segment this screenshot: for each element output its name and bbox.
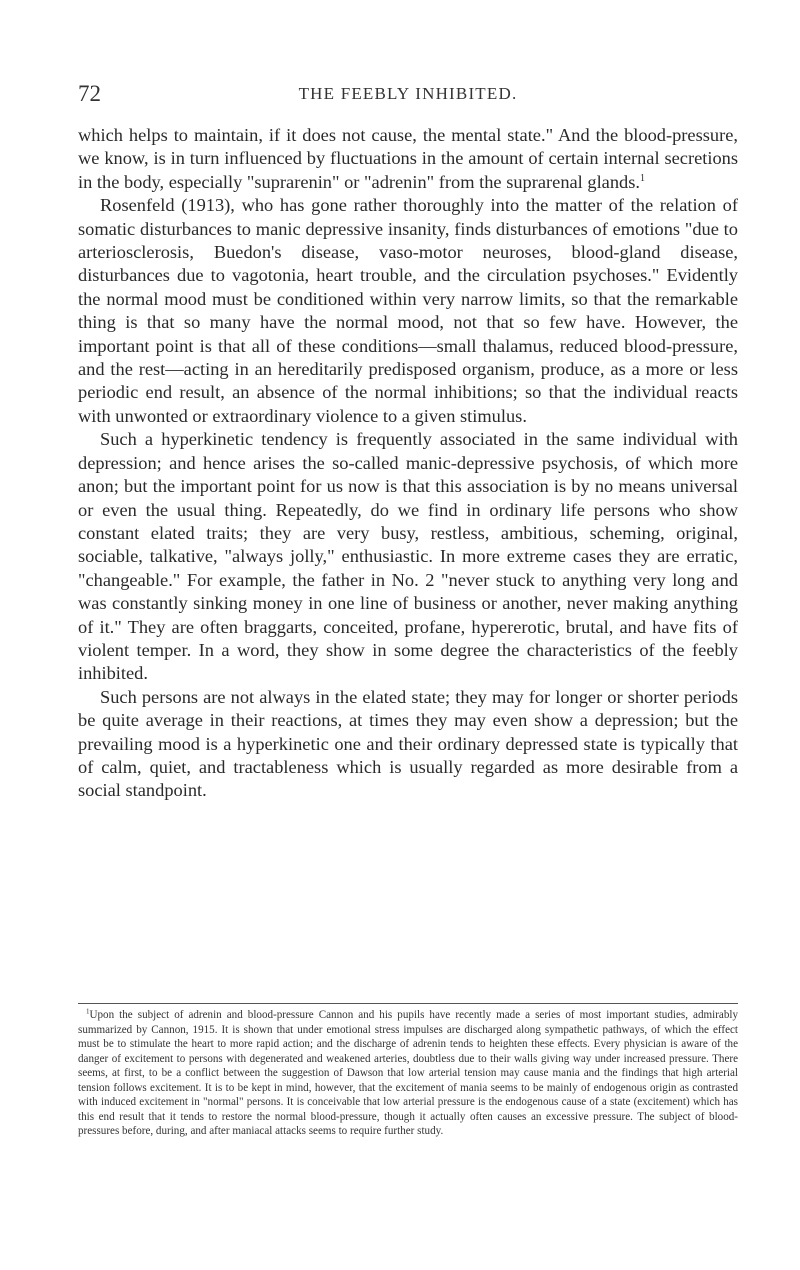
paragraph-text: which helps to maintain, if it does not cause, the mental state." And the blood-pressure, we know, is in turn influenced by fluctuations in the amount of certain internal secretions in the body, especially "suprarenin" or "adrenin" from the suprarenal glands.: [78, 125, 738, 192]
book-page: [78, 0, 738, 1270]
paragraph: Such persons are not always in the elated state; they may for longer or shorter periods be quite average in their reactions, at times they may even show a depression; but the prevailing mood is a hyperkinetic one and their ordinary depressed state is typically that of calm, quiet, and tractableness which is usually regarded as more desirable from a social standpoint.: [78, 686, 738, 801]
footnote-mark: 1: [86, 1007, 90, 1016]
footnote: [78, 1008, 738, 1139]
paragraph-continued: [78, 124, 738, 194]
page-number: 72: [78, 81, 101, 106]
footnote-text: Upon the subject of adrenin and blood-pressure Cannon and his pupils have recently made a series of most important studies, admirably summarized by Cannon, 1915. It is shown that under emotional stress impulses are discharged along sympathetic pathways, of which the effect must be to stimulate the heart to more rapid action; and the discharge of adrenin tends to heighten these effects. Every physician is aware of the danger of excitement to persons with degenerated and weakened arteries, doubtless due to their walls giving way under increased pressure. There seems, at first, to be a conflict between the suggestion of Dawson that low arterial tension may cause mania and the findings that high arterial tension follows excitement. It is to be kept in mind, however, that the excitement of mania seems to be mainly of endogenous origin as contrasted with induced excitement in "normal" persons. It is conceivable that low arterial pressure is the endogenous cause of a state (excitement) which has this end result that it tends to restore the normal blood-pressure, though it actually often causes an excessive pressure. The subject of blood-pressures before, during, and after maniacal attacks seems to require further study.: [78, 1009, 738, 1137]
paragraph: Rosenfeld (1913), who has gone rather thoroughly into the matter of the relation of somatic disturbances to manic depressive insanity, finds disturbances of emotions "due to arteriosclerosis, Buedon's disease, vaso-motor neuroses, blood-gland disease, disturbances due to vagotonia, heart trouble, and the circulation psychoses." Evidently the normal mood must be conditioned within very narrow limits, so that the remarkable thing is that so many have the normal mood, not that so few have. However, the important point is that all of these conditions—small thalamus, reduced blood-pressure, and the rest—acting in an hereditarily predisposed organism, produce, as a more or less periodic end result, an absence of the normal inhibitions; so that the individual reacts with unwonted or extraordinary violence to a given stimulus.: [78, 195, 738, 426]
running-head: THE FEEBLY INHIBITED.: [298, 84, 518, 103]
footnote-reference: 1: [640, 172, 645, 184]
footnote-divider: [78, 1003, 738, 1004]
page-header: [78, 74, 738, 114]
paragraph: Such a hyperkinetic tendency is frequently associated in the same individual with depression; and hence arises the so-called manic-depressive psychosis, of which more anon; but the important point for us now is that this association is by no means universal or even the usual thing. Repeatedly, do we find in ordinary life persons who show constant elated traits; they are very busy, restless, ambitious, scheming, original, sociable, talkative, "always jolly," enthusiastic. In more extreme cases they are erratic, "changeable." For example, the father in No. 2 "never stuck to anything very long and was constantly sinking money in one line of business or another, never making anything of it." They are often braggarts, conceited, profane, hypererotic, brutal, and have fits of violent temper. In a word, they show in some degree the characteristics of the feebly inhibited.: [78, 429, 738, 684]
body-text: [78, 124, 738, 803]
